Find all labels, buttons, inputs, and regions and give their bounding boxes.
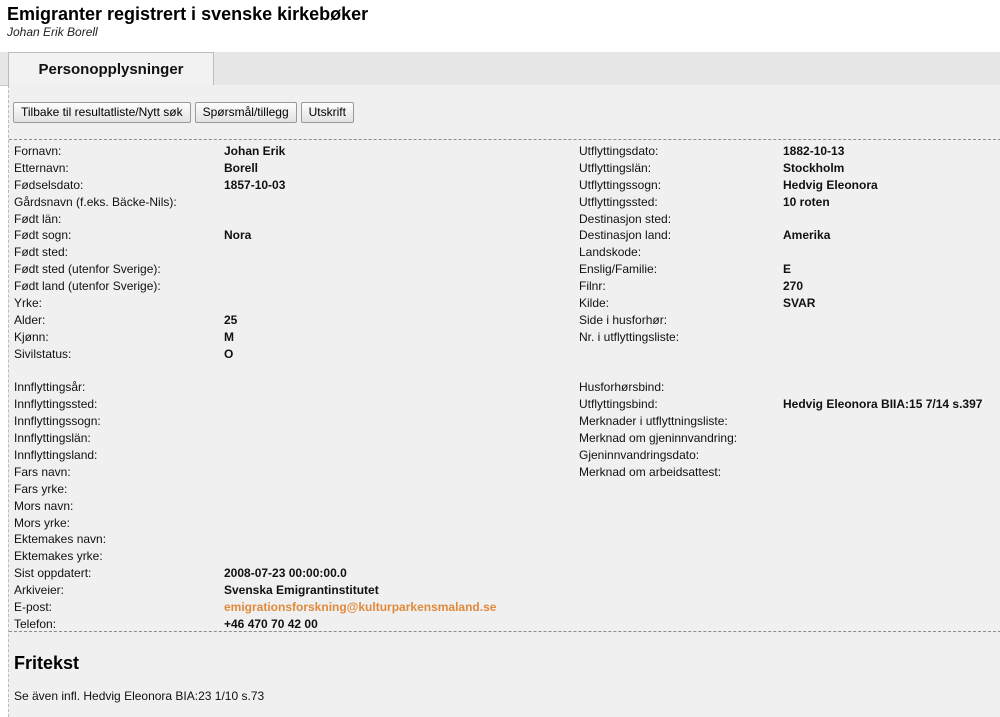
field-value: 1857-10-03: [224, 177, 286, 192]
field-row: [14, 244, 574, 261]
field-row: [579, 227, 999, 244]
field-row: [14, 413, 574, 430]
field-row: [14, 211, 574, 228]
field-row: [579, 261, 999, 278]
back-to-results-button[interactable]: Tilbake til resultatliste/Nytt søk: [13, 102, 191, 123]
field-value: 25: [224, 312, 238, 327]
field-label: Husforhørsbind:: [579, 380, 665, 395]
field-label: Fars navn:: [14, 464, 71, 479]
field-row: [14, 346, 574, 363]
page-title: Emigranter registrert i svenske kirkebøker: [7, 4, 369, 24]
field-label: Født land (utenfor Sverige):: [14, 279, 161, 294]
divider-top: [9, 139, 1000, 140]
field-label: Utflyttingsbind:: [579, 397, 658, 412]
field-row: [579, 346, 999, 363]
field-row: [579, 160, 999, 177]
field-row: [14, 143, 574, 160]
field-row: [14, 515, 574, 532]
field-label: Utflyttingssted:: [579, 194, 658, 209]
field-label: Gårdsnavn (f.eks. Bäcke-Nils):: [14, 194, 177, 209]
field-row: [579, 464, 999, 481]
field-row: [14, 531, 574, 548]
divider-bottom: [9, 631, 1000, 632]
field-row: [14, 498, 574, 515]
field-label: Kjønn:: [14, 329, 49, 344]
field-label: Innflyttingslän:: [14, 431, 91, 446]
field-label: Ektemakes yrke:: [14, 549, 103, 564]
field-label: Merknader i utflyttningsliste:: [579, 414, 728, 429]
person-subtitle: Johan Erik Borell: [7, 25, 98, 39]
field-label: Utflyttingsdato:: [579, 144, 659, 158]
field-row: [579, 447, 999, 464]
field-row: [579, 413, 999, 430]
details-panel: [8, 85, 1000, 717]
field-row: [14, 464, 574, 481]
field-row: [14, 278, 574, 295]
field-row: [579, 396, 999, 413]
field-row: [14, 194, 574, 211]
field-label: Ektemakes navn:: [14, 532, 107, 547]
field-label: Innflyttingssted:: [14, 397, 98, 412]
button-row: [13, 102, 354, 123]
field-label: Innflyttingsår:: [14, 380, 86, 395]
field-label: Mors navn:: [14, 498, 74, 513]
field-label: Telefon:: [14, 616, 57, 631]
field-row: [14, 363, 574, 380]
field-label: Side i husforhør:: [579, 312, 668, 327]
field-row: [14, 312, 574, 329]
field-label: Kilde:: [579, 296, 610, 311]
field-value: 1882-10-13: [783, 144, 845, 158]
question-addition-button[interactable]: Spørsmål/tillegg: [195, 102, 297, 123]
field-value: 10 roten: [783, 194, 830, 209]
field-row: [579, 211, 999, 228]
field-value: 270: [783, 279, 804, 294]
fritekst-text: Se även infl. Hedvig Eleonora BIA:23 1/10 s.73: [14, 689, 265, 703]
field-row: [14, 599, 574, 616]
field-label: Arkiveier:: [14, 583, 65, 598]
field-row: [14, 548, 574, 565]
field-label: Gjeninnvandringsdato:: [579, 448, 700, 463]
email-link[interactable]: emigrationsforskning@kulturparkensmaland.se: [224, 600, 497, 615]
page-header: [7, 3, 368, 39]
field-label: Fødselsdato:: [14, 177, 84, 192]
field-label: Fars yrke:: [14, 481, 68, 496]
field-row: [579, 329, 999, 346]
field-row: [579, 244, 999, 261]
field-row: [14, 447, 574, 464]
field-value: 2008-07-23 00:00:00.0: [224, 566, 347, 581]
field-value: Nora: [224, 228, 252, 243]
field-value: +46 470 70 42 00: [224, 616, 318, 631]
field-row: [14, 379, 574, 396]
field-value: SVAR: [783, 296, 816, 311]
left-field-column: [14, 143, 574, 633]
field-label: Fornavn:: [14, 144, 62, 158]
field-label: Utflyttingssogn:: [579, 177, 662, 192]
field-label: Merknad om arbeidsattest:: [579, 464, 722, 479]
field-row: [14, 481, 574, 498]
field-label: Innflyttingsland:: [14, 448, 98, 463]
field-label: Merknad om gjeninnvandring:: [579, 431, 738, 446]
field-value: Stockholm: [783, 160, 845, 175]
field-row: [14, 430, 574, 447]
field-row: [579, 278, 999, 295]
field-row: [579, 363, 999, 380]
right-field-column: [579, 143, 999, 481]
field-row: [14, 565, 574, 582]
field-label: Filnr:: [579, 279, 606, 294]
field-row: [14, 177, 574, 194]
field-label: Mors yrke:: [14, 515, 71, 530]
field-row: [14, 295, 574, 312]
field-label: Utflyttingslän:: [579, 160, 652, 175]
field-row: [14, 582, 574, 599]
field-label: E-post:: [14, 600, 53, 615]
field-label: Født sted (utenfor Sverige):: [14, 262, 161, 277]
field-label: Sivilstatus:: [14, 346, 72, 361]
field-label: Alder:: [14, 312, 46, 327]
field-label: Født sted:: [14, 245, 69, 260]
field-label: Innflyttingssogn:: [14, 414, 101, 429]
field-row: [579, 194, 999, 211]
field-row: [14, 227, 574, 244]
field-row: [579, 295, 999, 312]
field-row: [579, 312, 999, 329]
field-label: Sist oppdatert:: [14, 566, 92, 581]
field-row: [14, 261, 574, 278]
field-value: M: [224, 329, 234, 344]
tab-bar: [0, 52, 1000, 86]
field-value: E: [783, 262, 792, 277]
field-row: [14, 396, 574, 413]
field-value: Johan Erik: [224, 144, 286, 158]
field-label: Født län:: [14, 211, 62, 226]
field-label: Født sogn:: [14, 228, 72, 243]
field-row: [579, 379, 999, 396]
field-value: Hedvig Eleonora: [783, 177, 878, 192]
print-button[interactable]: Utskrift: [301, 102, 354, 123]
field-label: Etternavn:: [14, 160, 69, 175]
field-row: [579, 177, 999, 194]
field-value: Amerika: [783, 228, 831, 243]
field-value: Borell: [224, 160, 259, 175]
field-label: Destinasjon sted:: [579, 211, 672, 226]
field-row: [14, 329, 574, 346]
field-label: Nr. i utflyttingsliste:: [579, 329, 680, 344]
field-label: Landskode:: [579, 245, 642, 260]
field-value: Hedvig Eleonora BIIA:15 7/14 s.397: [783, 397, 983, 412]
field-label: Destinasjon land:: [579, 228, 672, 243]
field-label: Enslig/Familie:: [579, 262, 658, 277]
tab-personopplysninger[interactable]: Personopplysninger: [8, 52, 214, 85]
field-row: [579, 143, 999, 160]
field-value: Svenska Emigrantinstitutet: [224, 583, 379, 598]
field-value: O: [224, 346, 234, 361]
field-row: [579, 430, 999, 447]
field-label: Yrke:: [14, 296, 43, 311]
field-row: [14, 160, 574, 177]
fritekst-heading: Fritekst: [14, 653, 80, 673]
